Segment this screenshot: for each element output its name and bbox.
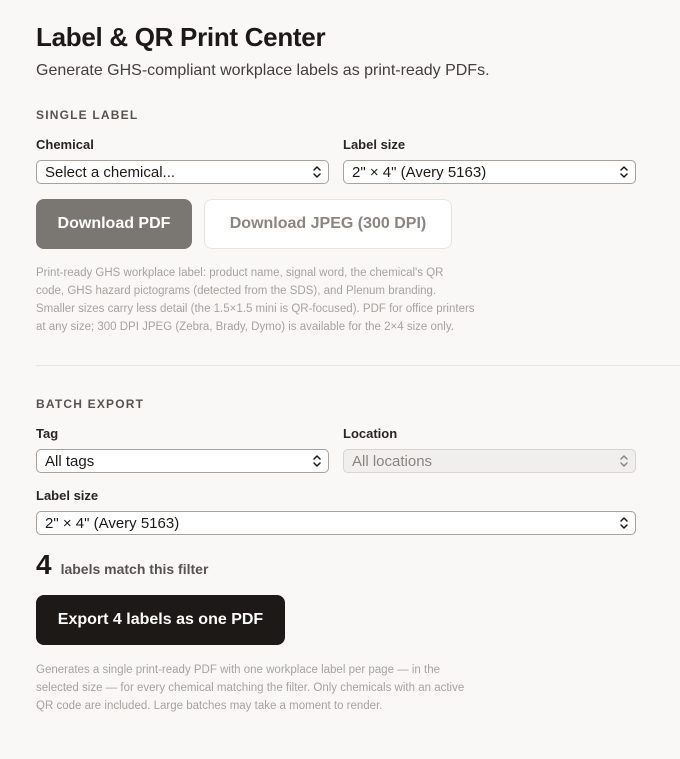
single-label-help-text: [36, 264, 475, 336]
help-line: Generates a single print-ready PDF with one workplace label per page — in the: [36, 664, 440, 676]
chevron-up-down-icon: [619, 515, 629, 531]
help-line: Smaller sizes carry less detail (the 1.5×1.5 mini is QR-focused). PDF for office printers: [36, 303, 475, 315]
page-title: Label & QR Print Center: [36, 22, 326, 52]
chemical-label: Chemical: [36, 137, 94, 152]
download-pdf-button[interactable]: Download PDF: [36, 199, 192, 249]
batch-export-section-heading: BATCH EXPORT: [36, 397, 145, 411]
batch-export-help-text: [36, 661, 464, 715]
location-select-value: All locations: [352, 452, 433, 470]
chevron-up-down-icon: [619, 453, 629, 469]
chevron-up-down-icon: [619, 164, 629, 180]
section-divider: [36, 365, 680, 366]
download-jpeg-button[interactable]: Download JPEG (300 DPI): [204, 199, 452, 249]
help-line: QR code are included. Large batches may take a moment to render.: [36, 700, 383, 712]
match-count-number: 4: [36, 549, 52, 580]
help-line: selected size — for every chemical matching the filter. Only chemicals with an active: [36, 682, 465, 694]
chevron-up-down-icon: [312, 164, 322, 180]
help-line: code, GHS hazard pictograms (detected from the SDS), and Plenum branding.: [36, 285, 437, 297]
tag-select-value: All tags: [45, 452, 95, 470]
help-line: Print-ready GHS workplace label: product name, signal word, the chemical's QR: [36, 267, 444, 279]
single-label-section-heading: SINGLE LABEL: [36, 108, 139, 122]
match-count: [36, 549, 208, 581]
match-count-text: labels match this filter: [60, 561, 209, 577]
tag-label: Tag: [36, 426, 59, 441]
single-label-size-label: Label size: [343, 137, 406, 152]
chemical-select-value: Select a chemical...: [45, 163, 176, 181]
tag-select[interactable]: [36, 449, 329, 473]
export-batch-button[interactable]: Export 4 labels as one PDF: [36, 595, 285, 645]
chemical-select[interactable]: [36, 160, 329, 184]
page-subtitle: Generate GHS-compliant workplace labels as print-ready PDFs.: [36, 62, 490, 79]
location-label: Location: [343, 426, 398, 441]
location-select[interactable]: [343, 449, 636, 473]
chevron-up-down-icon: [312, 453, 322, 469]
batch-label-size-label: Label size: [36, 488, 99, 503]
batch-label-size-select[interactable]: [36, 511, 636, 535]
single-label-size-select[interactable]: [343, 160, 636, 184]
help-line: at any size; 300 DPI JPEG (Zebra, Brady, Dymo) is available for the 2×4 size only.: [36, 321, 454, 333]
single-label-size-value: 2" × 4" (Avery 5163): [352, 163, 487, 181]
batch-label-size-value: 2" × 4" (Avery 5163): [45, 514, 180, 532]
